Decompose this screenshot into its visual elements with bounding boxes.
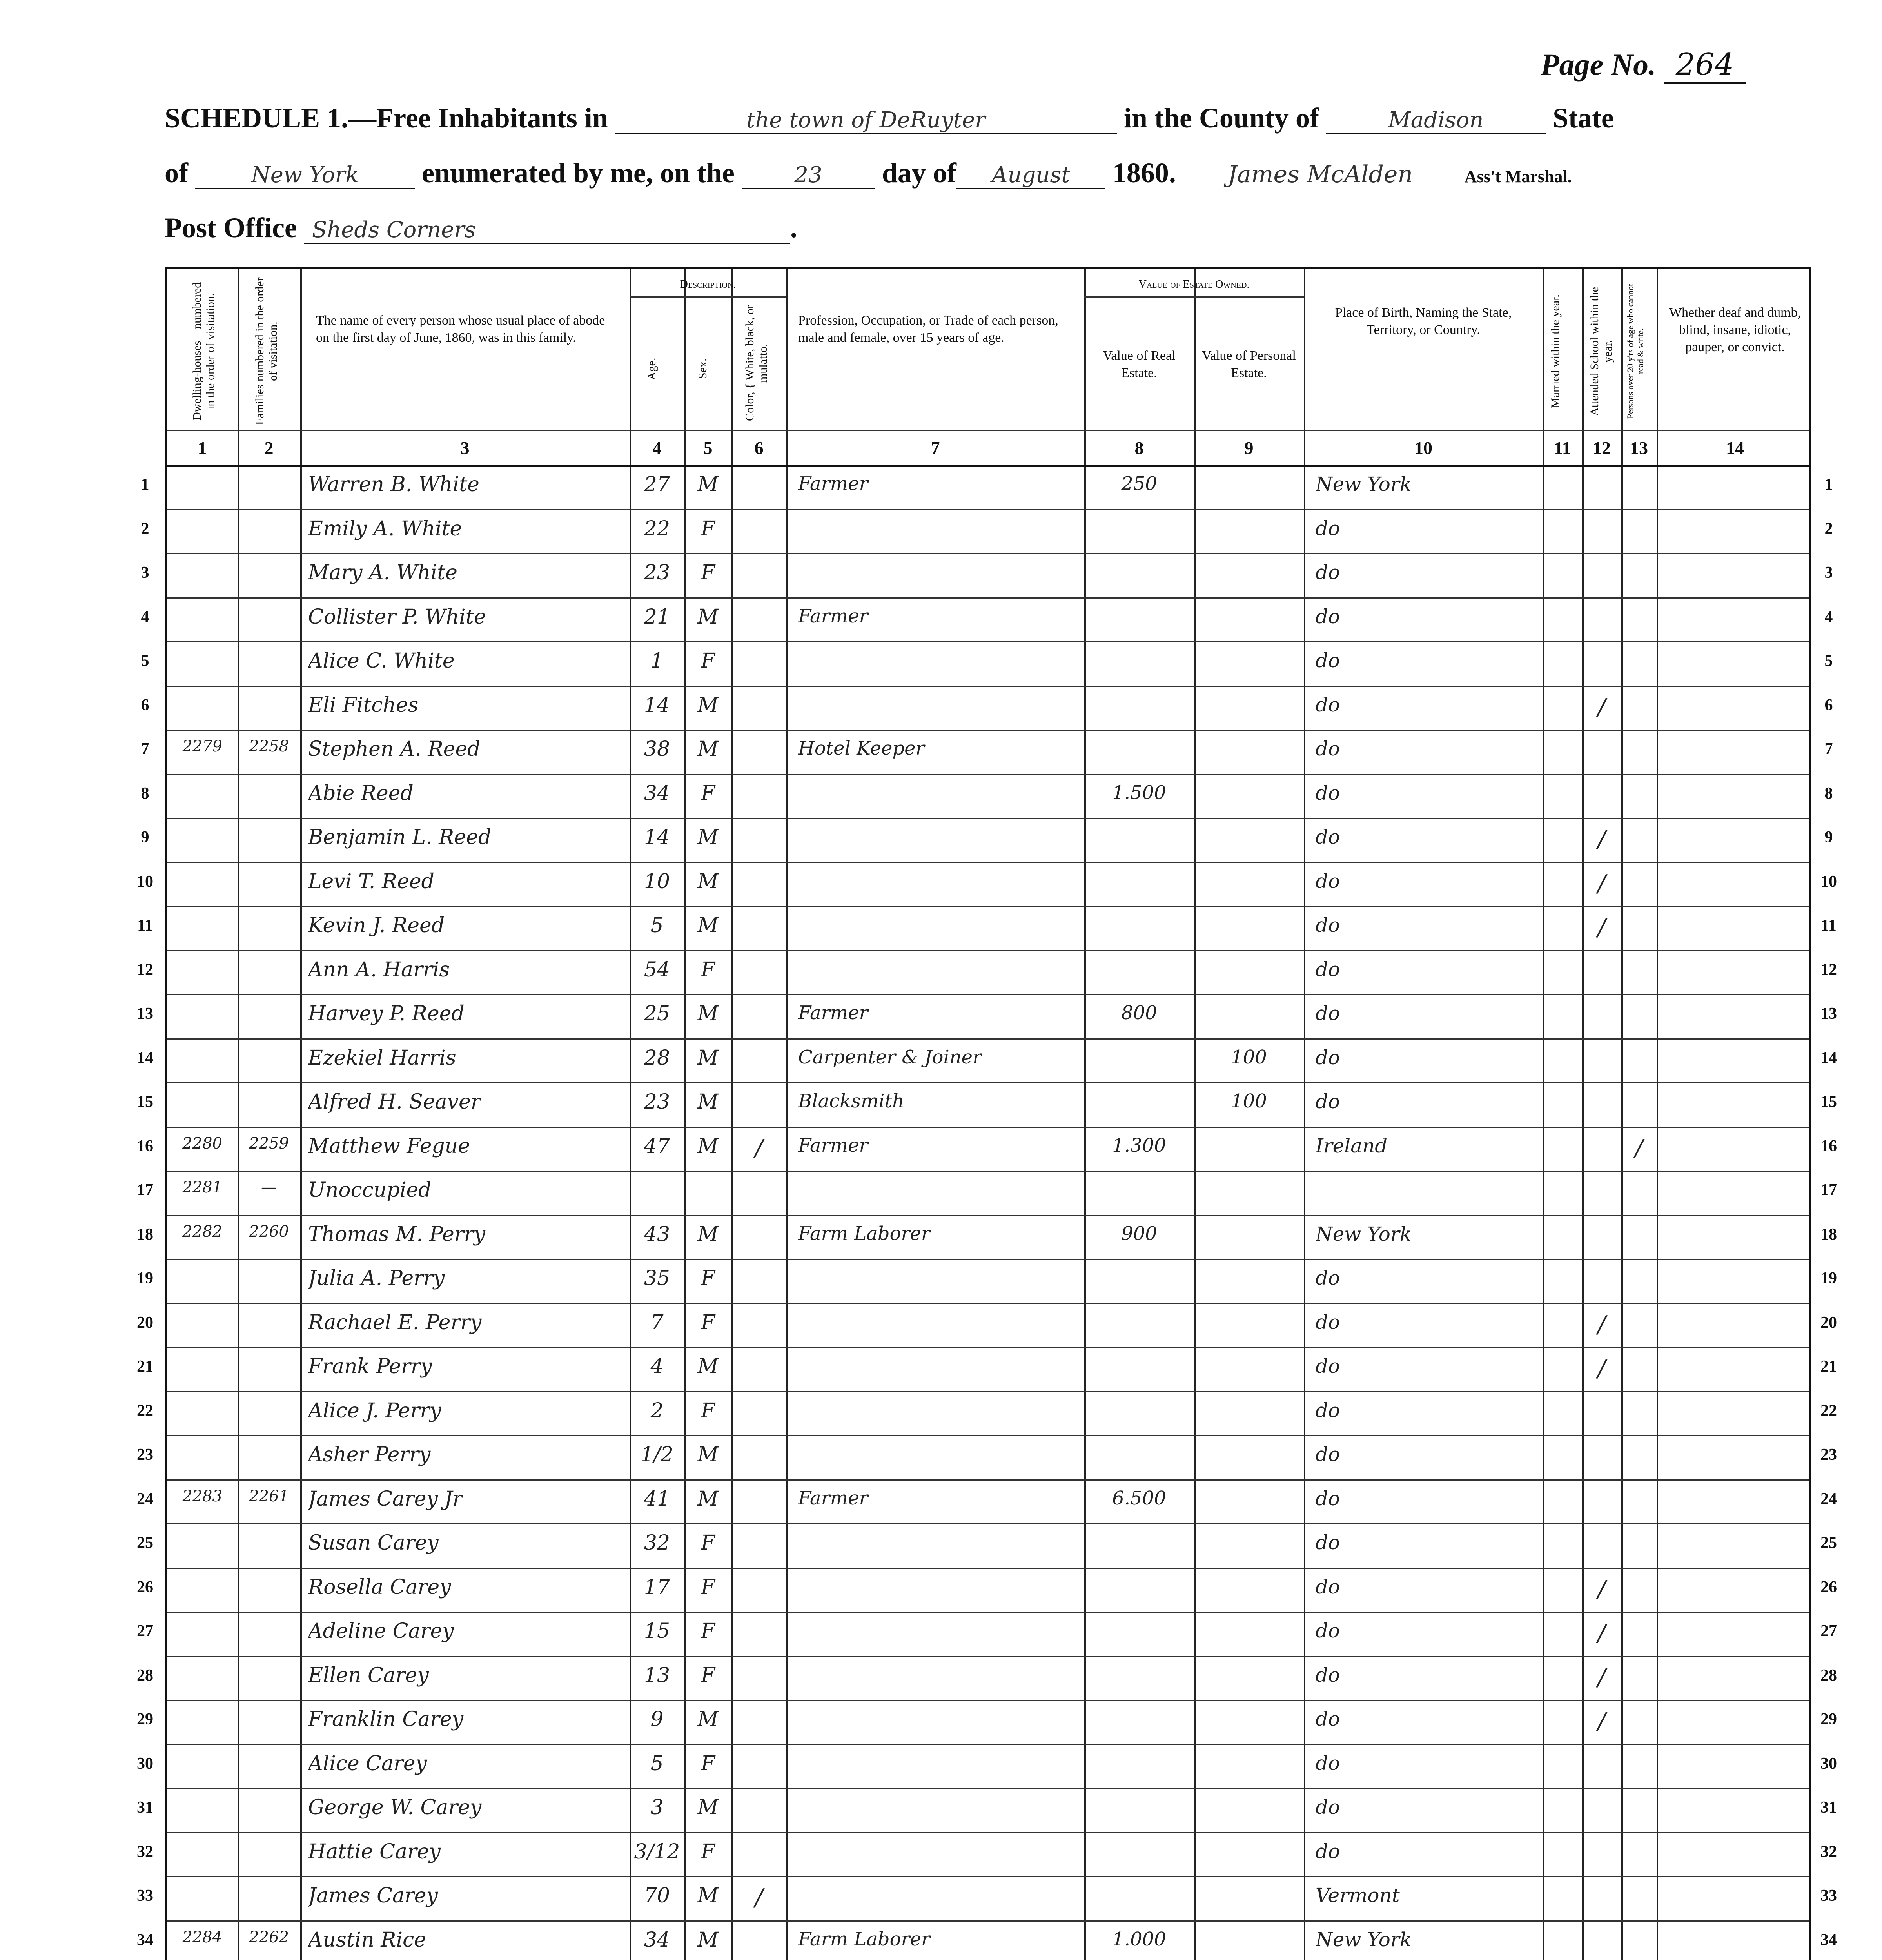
person-name: Mary A. White [308, 561, 457, 584]
real-estate-value: 800 [1121, 1002, 1157, 1024]
sex: F [701, 1575, 715, 1599]
col6-header: Color, { White, black, or mulatto. [743, 305, 769, 421]
person-name: Eli Fitches [308, 693, 419, 717]
row-number-right: 20 [1820, 1313, 1837, 1332]
age: 47 [644, 1134, 670, 1158]
schedule-title: SCHEDULE 1.—Free Inhabitants in [165, 102, 608, 134]
row-number-right: 16 [1820, 1137, 1837, 1155]
sex: M [697, 1443, 719, 1466]
schedule-title-line [165, 102, 1614, 134]
marshal-signature: James McAlden [1227, 161, 1413, 188]
occupation: Farmer [798, 473, 868, 495]
dwelling-number: 2280 [182, 1134, 222, 1152]
birth-place: do [1316, 1267, 1340, 1289]
birth-place: do [1316, 1531, 1340, 1554]
row-number-right: 5 [1824, 652, 1833, 670]
school-mark: / [1597, 1575, 1606, 1603]
row-number-right: 23 [1820, 1446, 1837, 1464]
row-number-right: 15 [1820, 1093, 1837, 1111]
sex: M [697, 1046, 719, 1070]
person-name: Susan Carey [308, 1531, 439, 1555]
row-number-left: 7 [141, 740, 149, 758]
person-name: Hattie Carey [308, 1840, 441, 1864]
age: 28 [644, 1046, 670, 1070]
sex: F [701, 517, 715, 541]
row-number-left: 23 [137, 1446, 153, 1464]
year-label: 1860. [1112, 157, 1176, 189]
person-name: Benjamin L. Reed [308, 826, 492, 849]
age: 14 [644, 826, 670, 849]
age: 43 [644, 1222, 670, 1246]
row-number-left: 25 [137, 1534, 153, 1552]
description-header: Description. [680, 278, 736, 290]
age: 23 [644, 1090, 670, 1114]
sex: M [697, 1487, 719, 1511]
age: 32 [644, 1531, 670, 1555]
age: 41 [644, 1487, 670, 1511]
age: 7 [650, 1310, 664, 1334]
age: 5 [650, 914, 664, 937]
row-number-left: 27 [137, 1622, 153, 1640]
person-name: Julia A. Perry [308, 1267, 445, 1290]
real-estate-value: 6.500 [1112, 1487, 1166, 1509]
school-mark: / [1597, 914, 1606, 941]
dwelling-number: 2283 [182, 1487, 222, 1505]
page-label: Page No. [1541, 47, 1656, 82]
row-number-right: 26 [1820, 1578, 1837, 1596]
birth-place: do [1316, 605, 1340, 628]
school-mark: / [1597, 1708, 1606, 1735]
row-number-right: 17 [1820, 1181, 1837, 1199]
occupation: Farm Laborer [798, 1222, 930, 1245]
col-number: 9 [1244, 438, 1254, 458]
sex: M [697, 1796, 719, 1819]
row-number-left: 18 [137, 1225, 153, 1243]
county-field: Madison [1326, 107, 1546, 134]
occupation: Blacksmith [798, 1090, 904, 1112]
county-label: in the County of [1123, 102, 1319, 134]
row-number-left: 4 [141, 608, 149, 626]
birth-place: do [1316, 1399, 1340, 1422]
color-mark: / [755, 1134, 763, 1162]
person-name: Frank Perry [308, 1355, 432, 1378]
col-number: 12 [1593, 438, 1611, 458]
post-office-label: Post Office [165, 212, 297, 243]
family-number: 2258 [249, 737, 289, 755]
sex: M [697, 1134, 719, 1158]
row-number-left: 5 [141, 652, 149, 670]
age: 2 [650, 1399, 664, 1423]
row-number-left: 16 [137, 1137, 153, 1155]
person-name: Warren B. White [308, 473, 479, 496]
dwelling-number: 2281 [182, 1178, 222, 1196]
row-number-right: 22 [1820, 1401, 1837, 1420]
sex: M [697, 1355, 719, 1378]
sex: M [697, 693, 719, 717]
row-number-left: 31 [137, 1798, 153, 1817]
sex: F [701, 561, 715, 584]
birth-place: do [1316, 1487, 1340, 1510]
row-number-right: 10 [1820, 872, 1837, 891]
occupation: Farmer [798, 605, 868, 627]
school-mark: / [1597, 1355, 1606, 1382]
row-number-right: 7 [1824, 740, 1833, 758]
age: 23 [644, 561, 670, 584]
birth-place: do [1316, 1443, 1340, 1466]
occupation: Farmer [798, 1134, 868, 1156]
row-number-left: 14 [137, 1049, 153, 1067]
sex: M [697, 737, 719, 761]
row-number-right: 6 [1824, 696, 1833, 714]
row-number-right: 33 [1820, 1887, 1837, 1905]
sex: M [697, 605, 719, 629]
row-number-left: 20 [137, 1313, 153, 1332]
col-number: 4 [652, 438, 662, 458]
birth-place: New York [1316, 473, 1412, 495]
row-number-left: 13 [137, 1005, 153, 1023]
birth-place: do [1316, 1575, 1340, 1598]
occupation: Farm Laborer [798, 1928, 930, 1950]
sex: F [701, 1751, 715, 1775]
person-name: Matthew Fegue [308, 1134, 470, 1158]
row-number-right: 12 [1820, 960, 1837, 979]
personal-estate-value: 100 [1231, 1046, 1267, 1068]
sex: F [701, 958, 715, 982]
sex: M [697, 473, 719, 496]
personal-estate-value: 100 [1231, 1090, 1267, 1112]
birth-place: do [1316, 1751, 1340, 1775]
col-number: 11 [1554, 438, 1571, 458]
sex: M [697, 826, 719, 849]
row-number-right: 34 [1820, 1931, 1837, 1949]
row-number-right: 27 [1820, 1622, 1837, 1640]
row-number-left: 30 [137, 1754, 153, 1773]
enumerated-label: enumerated by me, on the [421, 157, 735, 189]
row-number-right: 4 [1824, 608, 1833, 626]
row-number-right: 31 [1820, 1798, 1837, 1817]
row-number-left: 15 [137, 1093, 153, 1111]
age: 10 [644, 869, 670, 893]
birth-place: Vermont [1316, 1884, 1400, 1907]
occupation: Farmer [798, 1002, 868, 1024]
age: 70 [644, 1884, 670, 1907]
row-number-right: 11 [1821, 916, 1837, 935]
school-mark: / [1597, 693, 1606, 721]
row-number-left: 2 [141, 519, 149, 538]
age: 5 [650, 1751, 664, 1775]
month-field: August [956, 162, 1105, 189]
row-number-left: 8 [141, 784, 149, 802]
birth-place: do [1316, 1796, 1340, 1818]
col-number: 5 [703, 438, 713, 458]
sex: M [697, 914, 719, 937]
occupation: Farmer [798, 1487, 868, 1509]
col1-header: Dwelling-houses—numbered in the order of visitation. [191, 282, 217, 421]
age: 34 [644, 1928, 670, 1952]
person-name: Rachael E. Perry [308, 1310, 482, 1334]
person-name: Alice Carey [308, 1751, 427, 1775]
birth-place: do [1316, 826, 1340, 848]
row-number-left: 12 [137, 960, 153, 979]
col-number: 6 [754, 438, 764, 458]
school-mark: / [1597, 1310, 1606, 1338]
family-number: 2261 [249, 1487, 289, 1505]
person-name: Levi T. Reed [308, 869, 434, 893]
person-name: Alice C. White [308, 649, 455, 673]
age: 54 [644, 958, 670, 982]
age: 35 [644, 1267, 670, 1290]
person-name: Ann A. Harris [308, 958, 450, 982]
row-number-right: 19 [1820, 1269, 1837, 1287]
row-number-left: 34 [137, 1931, 153, 1949]
age: 3/12 [634, 1840, 680, 1864]
row-number-left: 28 [137, 1666, 153, 1684]
person-name: James Carey [308, 1884, 438, 1907]
dwelling-number: 2279 [182, 737, 222, 755]
age: 3 [650, 1796, 664, 1819]
col-number: 13 [1630, 438, 1648, 458]
row-number-right: 24 [1820, 1490, 1837, 1508]
family-number: 2259 [249, 1134, 289, 1152]
row-number-right: 29 [1820, 1710, 1837, 1728]
sex: M [697, 869, 719, 893]
col-number: 1 [198, 438, 207, 458]
birth-place: do [1316, 649, 1340, 672]
person-name: Harvey P. Reed [308, 1002, 465, 1025]
col2-header: Families numbered in the order of visitation. [253, 277, 279, 425]
person-name: Alfred H. Seaver [308, 1090, 481, 1114]
birth-place: New York [1316, 1222, 1412, 1245]
row-number-left: 11 [137, 916, 153, 935]
of-label: of [165, 157, 188, 189]
day-field: 23 [742, 162, 875, 189]
real-estate-value: 1.300 [1112, 1134, 1166, 1156]
school-mark: / [1597, 1619, 1606, 1647]
person-name: Ellen Carey [308, 1663, 429, 1687]
col4-header: Age. [645, 358, 658, 380]
birth-place: do [1316, 737, 1340, 760]
age: 38 [644, 737, 670, 761]
age: 22 [644, 517, 670, 541]
sex: F [701, 649, 715, 673]
col-number: 10 [1414, 438, 1432, 458]
birth-place: do [1316, 1046, 1340, 1069]
person-name: Austin Rice [308, 1928, 426, 1952]
row-number-right: 2 [1824, 519, 1833, 538]
sex: F [701, 1310, 715, 1334]
row-number-right: 28 [1820, 1666, 1837, 1684]
row-number-right: 32 [1820, 1842, 1837, 1861]
person-name: Adeline Carey [308, 1619, 454, 1643]
person-name: Emily A. White [308, 517, 462, 541]
post-office-line [165, 212, 797, 244]
birth-place: do [1316, 1619, 1340, 1642]
occupation: Hotel Keeper [798, 737, 925, 759]
row-number-right: 21 [1820, 1357, 1837, 1376]
birth-place: do [1316, 958, 1340, 981]
col-number: 7 [931, 438, 940, 458]
birth-place: do [1316, 781, 1340, 804]
col3-header: The name of every person whose usual place of abode on the first day of June, 1860, was in this family. [316, 313, 605, 345]
school-mark: / [1597, 1663, 1606, 1691]
town-field: the town of DeRuyter [615, 107, 1117, 134]
col-number: 14 [1726, 438, 1744, 458]
col10-header: Place of Birth, Naming the State, Territory, or Country. [1335, 305, 1512, 337]
page-number-label [1541, 47, 1746, 82]
col-number: 2 [264, 438, 274, 458]
row-number-left: 10 [137, 872, 153, 891]
sex: M [697, 1002, 719, 1025]
real-estate-value: 900 [1121, 1222, 1157, 1245]
age: 17 [644, 1575, 670, 1599]
sex: F [701, 1840, 715, 1864]
age: 1 [650, 649, 664, 673]
real-estate-value: 1.000 [1112, 1928, 1166, 1950]
sex: M [697, 1222, 719, 1246]
row-number-right: 14 [1820, 1049, 1837, 1067]
age: 4 [650, 1355, 664, 1378]
birth-place: do [1316, 1840, 1340, 1863]
family-number: 2260 [249, 1222, 289, 1241]
row-number-right: 3 [1824, 564, 1833, 582]
row-number-right: 13 [1820, 1005, 1837, 1023]
estate-header: Value of Estate Owned. [1138, 278, 1250, 290]
age: 34 [644, 781, 670, 805]
enumeration-line [165, 157, 1572, 189]
age: 25 [644, 1002, 670, 1025]
row-number-right: 8 [1824, 784, 1833, 802]
person-name: Unoccupied [308, 1178, 432, 1202]
row-number-right: 9 [1824, 828, 1833, 846]
row-number-right: 18 [1820, 1225, 1837, 1243]
birth-place: do [1316, 561, 1340, 584]
occupation: Carpenter & Joiner [798, 1046, 982, 1068]
person-name: Stephen A. Reed [308, 737, 481, 761]
row-number-left: 26 [137, 1578, 153, 1596]
school-mark: / [1597, 826, 1606, 853]
row-number-left: 24 [137, 1490, 153, 1508]
row-number-right: 30 [1820, 1754, 1837, 1773]
row-number-left: 21 [137, 1357, 153, 1376]
person-name: Collister P. White [308, 605, 486, 629]
page-number: 264 [1664, 47, 1746, 84]
row-number-left: 9 [141, 828, 149, 846]
col8-header: Value of Real Estate. [1103, 348, 1176, 380]
family-number: 2262 [249, 1928, 289, 1946]
sex: M [697, 1884, 719, 1907]
family-number: — [261, 1178, 277, 1196]
dwelling-number: 2282 [182, 1222, 222, 1241]
row-number-left: 32 [137, 1842, 153, 1861]
col7-header: Profession, Occupation, or Trade of each person, male and female, over 15 years of age. [798, 313, 1058, 345]
row-number-right: 25 [1820, 1534, 1837, 1552]
col9-header: Value of Personal Estate. [1202, 348, 1296, 380]
row-number-left: 33 [137, 1887, 153, 1905]
birth-place: do [1316, 1708, 1340, 1730]
sex: F [701, 1399, 715, 1423]
sex: F [701, 1619, 715, 1643]
post-office-field: Sheds Corners [304, 217, 790, 244]
state-field: New York [195, 162, 415, 189]
age: 14 [644, 693, 670, 717]
sex: F [701, 1531, 715, 1555]
sex: M [697, 1708, 719, 1731]
sex: F [701, 1663, 715, 1687]
illiterate-mark: / [1635, 1134, 1643, 1162]
row-number-right: 1 [1824, 475, 1833, 494]
age: 13 [644, 1663, 670, 1687]
row-number-left: 17 [137, 1181, 153, 1199]
person-name: Franklin Carey [308, 1708, 464, 1731]
birth-place: do [1316, 1310, 1340, 1334]
col-number: 8 [1134, 438, 1144, 458]
age: 9 [650, 1708, 664, 1731]
birth-place: do [1316, 1355, 1340, 1377]
sex: M [697, 1928, 719, 1952]
age: 27 [644, 473, 670, 496]
person-name: Abie Reed [308, 781, 414, 805]
col13-header: Persons over 20 y'rs of age who cannot read & write. [1625, 283, 1645, 419]
birth-place: do [1316, 869, 1340, 893]
person-name: Rosella Carey [308, 1575, 451, 1599]
state-label: State [1552, 102, 1614, 134]
birth-place: do [1316, 517, 1340, 540]
row-number-left: 3 [141, 564, 149, 582]
row-number-left: 22 [137, 1401, 153, 1420]
birth-place: do [1316, 693, 1340, 716]
birth-place: do [1316, 1663, 1340, 1686]
age: 21 [644, 605, 670, 629]
col12-header: Attended School within the year. [1588, 287, 1614, 416]
real-estate-value: 250 [1121, 473, 1157, 495]
person-name: James Carey Jr [308, 1487, 463, 1511]
person-name: Asher Perry [308, 1443, 431, 1466]
birth-place: do [1316, 1002, 1340, 1025]
age: 1/2 [641, 1443, 673, 1466]
col11-header: Married within the year. [1549, 294, 1562, 408]
birth-place: Ireland [1316, 1134, 1388, 1157]
person-name: Kevin J. Reed [308, 914, 445, 937]
row-number-left: 1 [141, 475, 149, 494]
row-number-left: 29 [137, 1710, 153, 1728]
row-number-left: 6 [141, 696, 149, 714]
person-name: Thomas M. Perry [308, 1222, 485, 1246]
census-table [165, 267, 1811, 1960]
dwelling-number: 2284 [182, 1928, 222, 1946]
marshal-label: Ass't Marshal. [1464, 167, 1572, 186]
sex: M [697, 1090, 719, 1114]
day-of-label: day of [882, 157, 956, 189]
school-mark: / [1597, 869, 1606, 897]
row-number-left: 19 [137, 1269, 153, 1287]
sex: F [701, 1267, 715, 1290]
birth-place: New York [1316, 1928, 1412, 1951]
col14-header: Whether deaf and dumb, blind, insane, idiotic, pauper, or convict. [1669, 305, 1801, 354]
col5-header: Sex. [696, 358, 709, 379]
color-mark: / [755, 1884, 763, 1911]
birth-place: do [1316, 914, 1340, 936]
post-office-period: . [790, 212, 797, 243]
birth-place: do [1316, 1090, 1340, 1113]
person-name: Alice J. Perry [308, 1399, 441, 1423]
age: 15 [644, 1619, 670, 1643]
person-name: Ezekiel Harris [308, 1046, 456, 1070]
real-estate-value: 1.500 [1112, 781, 1166, 804]
person-name: George W. Carey [308, 1796, 482, 1819]
sex: F [701, 781, 715, 805]
col-number: 3 [460, 438, 470, 458]
